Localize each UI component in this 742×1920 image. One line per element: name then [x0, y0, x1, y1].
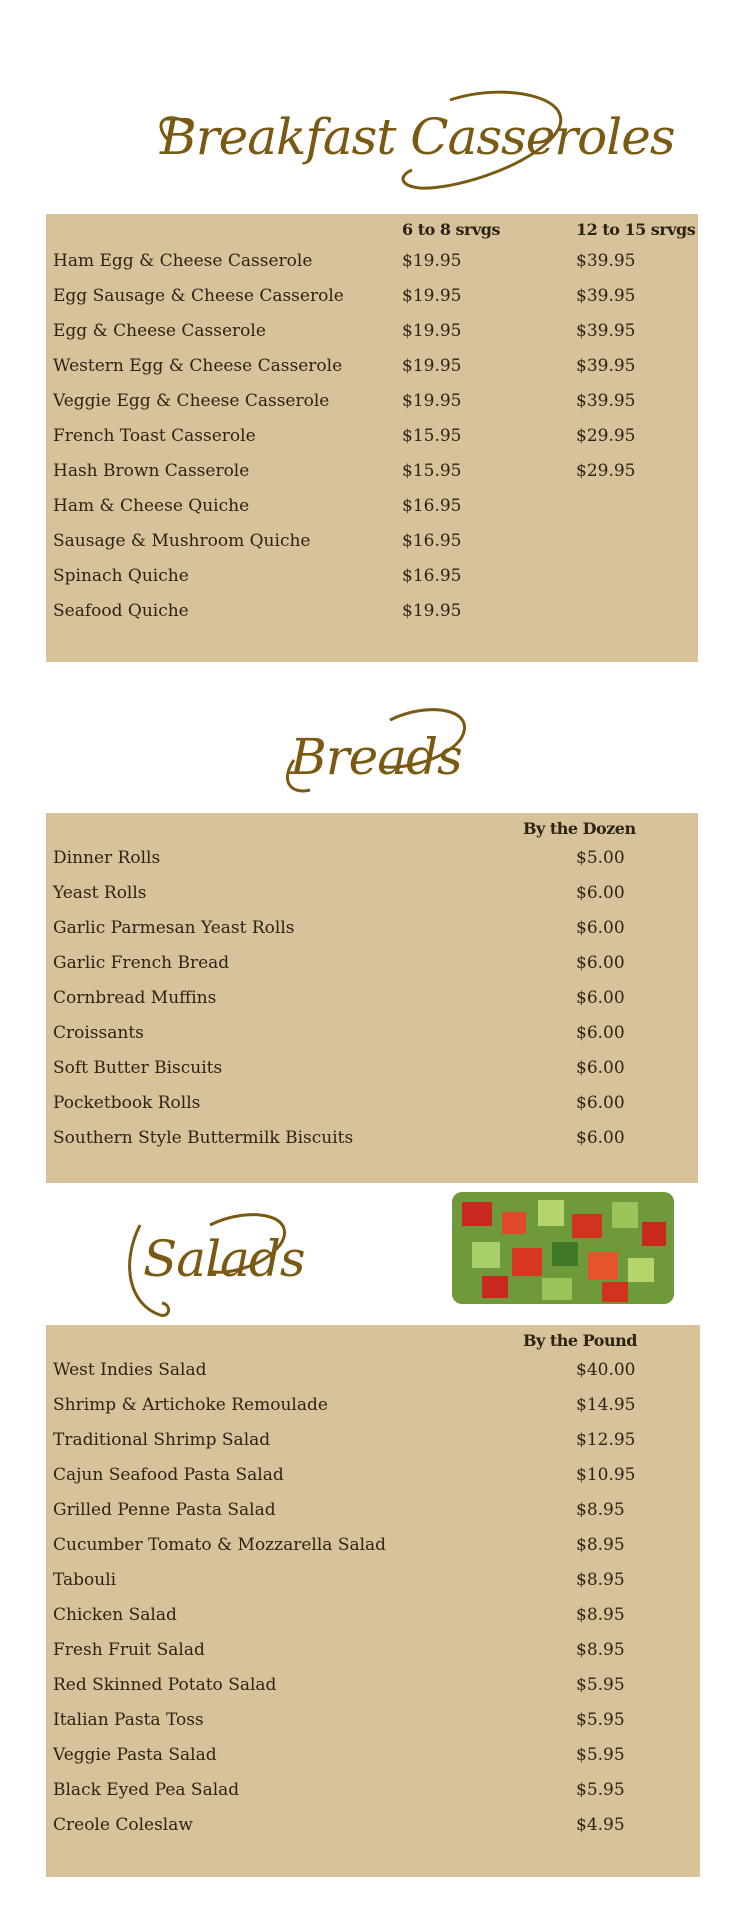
item-price: $8.95 — [576, 1535, 625, 1555]
breads-panel — [46, 813, 698, 1183]
menu-row — [46, 421, 698, 451]
menu-row — [46, 1460, 700, 1490]
item-price: $14.95 — [576, 1395, 636, 1415]
menu-row — [46, 1635, 700, 1665]
price-large: $39.95 — [576, 356, 636, 376]
item-price: $8.95 — [576, 1570, 625, 1590]
item-name: Tabouli — [53, 1570, 117, 1590]
salad-image — [452, 1192, 674, 1304]
price-large: $39.95 — [576, 391, 636, 411]
item-name: Yeast Rolls — [53, 883, 147, 903]
item-name: Spinach Quiche — [53, 566, 189, 586]
menu-row — [46, 1705, 700, 1735]
menu-row — [46, 526, 698, 556]
item-price: $6.00 — [576, 883, 625, 903]
item-name: Black Eyed Pea Salad — [53, 1780, 240, 1800]
item-name: Garlic Parmesan Yeast Rolls — [53, 918, 295, 938]
item-price: $6.00 — [576, 1128, 625, 1148]
menu-row — [46, 1425, 700, 1455]
item-price: $6.00 — [576, 1093, 625, 1113]
menu-row — [46, 1088, 698, 1118]
item-price: $5.00 — [576, 848, 625, 868]
price-large: $29.95 — [576, 461, 636, 481]
item-price: $5.95 — [576, 1780, 625, 1800]
menu-row — [46, 1018, 698, 1048]
item-price: $6.00 — [576, 988, 625, 1008]
menu-row — [46, 1565, 700, 1595]
menu-row — [46, 1775, 700, 1805]
item-name: Egg Sausage & Cheese Casserole — [53, 286, 344, 306]
item-price: $8.95 — [576, 1605, 625, 1625]
menu-row — [46, 1740, 700, 1770]
item-name: Cornbread Muffins — [53, 988, 217, 1008]
price-small: $16.95 — [402, 496, 462, 516]
item-name: Cajun Seafood Pasta Salad — [53, 1465, 284, 1485]
item-name: Ham & Cheese Quiche — [53, 496, 250, 516]
price-small: $19.95 — [402, 391, 462, 411]
menu-row — [46, 386, 698, 416]
menu-row — [46, 1600, 700, 1630]
breakfast-col2-header: 12 to 15 srvgs — [576, 220, 696, 239]
price-small: $19.95 — [402, 286, 462, 306]
title-flourish — [150, 80, 570, 200]
price-small: $15.95 — [402, 461, 462, 481]
item-price: $6.00 — [576, 1058, 625, 1078]
item-name: Cucumber Tomato & Mozzarella Salad — [53, 1535, 387, 1555]
item-name: Red Skinned Potato Salad — [53, 1675, 277, 1695]
menu-row — [46, 1390, 700, 1420]
breakfast-title: Breakfast Casseroles — [160, 108, 675, 166]
item-name: Western Egg & Cheese Casserole — [53, 356, 343, 376]
item-name: Chicken Salad — [53, 1605, 177, 1625]
item-name: Shrimp & Artichoke Remoulade — [53, 1395, 328, 1415]
menu-row — [46, 281, 698, 311]
breakfast-panel — [46, 214, 698, 662]
menu-row — [46, 561, 698, 591]
menu-row — [46, 1670, 700, 1700]
item-name: Garlic French Bread — [53, 953, 230, 973]
item-price: $4.95 — [576, 1815, 625, 1835]
menu-row — [46, 246, 698, 276]
menu-row — [46, 843, 698, 873]
item-name: Traditional Shrimp Salad — [53, 1430, 271, 1450]
salad-photo — [452, 1192, 674, 1304]
item-name: French Toast Casserole — [53, 426, 256, 446]
item-price: $8.95 — [576, 1500, 625, 1520]
menu-row — [46, 1123, 698, 1153]
breads-title: Breads — [290, 728, 462, 786]
price-small: $16.95 — [402, 566, 462, 586]
menu-row — [46, 351, 698, 381]
item-name: Grilled Penne Pasta Salad — [53, 1500, 276, 1520]
item-name: Hash Brown Casserole — [53, 461, 250, 481]
breads-col-header: By the Dozen — [523, 819, 636, 838]
item-price: $12.95 — [576, 1430, 636, 1450]
item-name: Dinner Rolls — [53, 848, 161, 868]
menu-row — [46, 316, 698, 346]
salads-panel — [46, 1325, 700, 1877]
item-name: Seafood Quiche — [53, 601, 189, 621]
menu-row — [46, 1355, 700, 1385]
price-small: $19.95 — [402, 251, 462, 271]
item-price: $6.00 — [576, 918, 625, 938]
item-price: $10.95 — [576, 1465, 636, 1485]
menu-row — [46, 983, 698, 1013]
breakfast-col1-header: 6 to 8 srvgs — [402, 220, 500, 239]
item-name: West Indies Salad — [53, 1360, 207, 1380]
item-name: Creole Coleslaw — [53, 1815, 193, 1835]
price-small: $16.95 — [402, 531, 462, 551]
salads-col-header: By the Pound — [523, 1331, 637, 1350]
menu-row — [46, 948, 698, 978]
menu-row — [46, 1495, 700, 1525]
price-large: $39.95 — [576, 251, 636, 271]
title-flourish — [280, 700, 480, 800]
item-name: Soft Butter Biscuits — [53, 1058, 223, 1078]
item-price: $6.00 — [576, 953, 625, 973]
menu-row — [46, 456, 698, 486]
price-small: $15.95 — [402, 426, 462, 446]
item-price: $5.95 — [576, 1675, 625, 1695]
item-name: Fresh Fruit Salad — [53, 1640, 205, 1660]
menu-row — [46, 1053, 698, 1083]
price-large: $39.95 — [576, 286, 636, 306]
title-flourish — [120, 1205, 320, 1325]
item-price: $5.95 — [576, 1745, 625, 1765]
menu-row — [46, 913, 698, 943]
item-name: Veggie Egg & Cheese Casserole — [53, 391, 330, 411]
menu-row — [46, 1810, 700, 1840]
item-name: Italian Pasta Toss — [53, 1710, 204, 1730]
price-small: $19.95 — [402, 356, 462, 376]
item-price: $5.95 — [576, 1710, 625, 1730]
item-price: $40.00 — [576, 1360, 636, 1380]
salads-title: Salads — [143, 1230, 305, 1288]
menu-row — [46, 596, 698, 626]
price-large: $29.95 — [576, 426, 636, 446]
menu-row — [46, 1530, 700, 1560]
item-name: Veggie Pasta Salad — [53, 1745, 217, 1765]
price-small: $19.95 — [402, 601, 462, 621]
menu-row — [46, 878, 698, 908]
item-name: Southern Style Buttermilk Biscuits — [53, 1128, 354, 1148]
menu-row — [46, 491, 698, 521]
item-price: $8.95 — [576, 1640, 625, 1660]
item-price: $6.00 — [576, 1023, 625, 1043]
item-name: Egg & Cheese Casserole — [53, 321, 266, 341]
item-name: Pocketbook Rolls — [53, 1093, 201, 1113]
price-small: $19.95 — [402, 321, 462, 341]
item-name: Ham Egg & Cheese Casserole — [53, 251, 313, 271]
item-name: Sausage & Mushroom Quiche — [53, 531, 311, 551]
price-large: $39.95 — [576, 321, 636, 341]
item-name: Croissants — [53, 1023, 144, 1043]
